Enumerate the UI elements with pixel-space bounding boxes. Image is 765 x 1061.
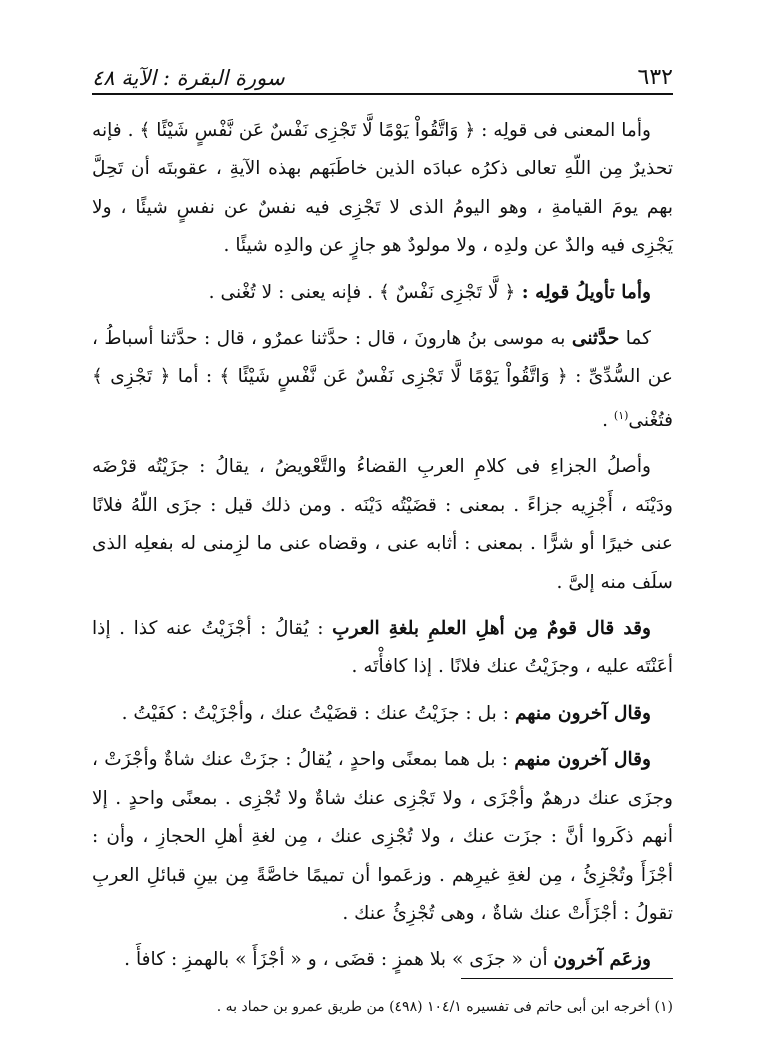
- page-number: ٦٣٢: [637, 65, 673, 90]
- surah-title: سورة البقرة : الآية ٤٨: [92, 66, 285, 90]
- paragraph-7: [92, 741, 673, 933]
- p3-narration: حدَّثنى: [571, 328, 620, 350]
- quran-verse: ﴿ وَاتَّقُواْ يَوْمًا لَّا تَجْزِى نَفْسٌ عَن نَّفْسٍ شَيْئًا ﴾: [219, 366, 568, 388]
- paragraph-3: [92, 320, 673, 440]
- quran-verse: ﴿ لَّا تَجْزِى نَفْسٌ ﴾: [378, 281, 516, 303]
- paragraph-8: [92, 941, 673, 979]
- paragraph-6: [92, 695, 673, 733]
- p3-mid: : أما: [170, 366, 220, 388]
- quran-verse: ﴿ وَاتَّقُواْ يَوْمًا لَّا تَجْزِى نَفْسٌ عَن نَّفْسٍ شَيْئًا ﴾: [139, 120, 476, 141]
- p3-end: فتُغْنى: [628, 410, 673, 432]
- p6-heading: وقال آخرون منهم: [514, 702, 651, 724]
- p2-heading: وأما تأويلُ قولِه :: [515, 281, 651, 303]
- paragraph-5: [92, 610, 673, 687]
- header-divider: [92, 93, 673, 95]
- p5-heading: وقد قال قومٌ مِن أهلِ العلمِ بلغةِ العربِ: [332, 618, 652, 640]
- paragraph-1: [92, 112, 673, 266]
- p1-lead: وأما المعنى فى قولِه :: [475, 120, 651, 141]
- p3-lead: كما: [619, 328, 651, 350]
- p2-text: . فإنه يعنى : لا تُغْنى .: [208, 281, 379, 303]
- p8-heading: وزعَم آخرون: [553, 949, 651, 971]
- paragraph-2: [92, 274, 673, 312]
- page-header: [92, 40, 673, 90]
- p7-heading: وقال آخرون منهم: [514, 749, 651, 771]
- p3-close: .: [602, 410, 614, 432]
- quran-word: ﴿ تَجْزِى ﴾: [92, 366, 171, 388]
- main-text: [92, 112, 673, 988]
- p8-text: أن « جزَى » بلا همزٍ : قضَى ، و « أجْزَأَ » بالهمزِ : كافأَ .: [124, 949, 554, 971]
- p7-text: : بل هما بمعنًى واحدٍ ، يُقالُ : جزَتْ عنك شاةٌ وأجْزَتْ ، وجزَى عنك درهمٌ وأجْزَى ، ولا تَجْزِى عنك شاةٌ ولا تُجْزِى . بمعنًى واحدٍ . إلا أنهم ذكَروا أنَّ : جزَت عنك ، ولا تُجْزِى عنك ، مِن لغةِ أهلِ الحجازِ ، وأن : أجْزَأَ وتُجْزِئُ ، مِن لغةِ غيرِهم . وزعَموا أن تميمًا خاصَّةً مِن بينِ قبائلِ العربِ تقولُ : أجْزَأَتْ عنك شاةٌ ، وهى تُجْزِئُ عنك .: [92, 749, 673, 924]
- footnote-ref[interactable]: (١): [613, 408, 629, 422]
- paragraph-4: [92, 448, 673, 602]
- p1-text: . فإنه تحذيرٌ مِن اللّهِ تعالى ذكرُه عبادَه الذين خاطَبَهم بهذه الآيةِ ، عقوبتَه أن تَحِلَّ بهم يومَ القيامةِ ، وهو اليومُ الذى لا تَجْزِى فيه نفسٌ عن نفسٍ شيئًا ، ولا يَجْزِى فيه والدٌ عن ولدِه ، ولا مولودٌ هو جازٍ عن والدِه شيئًا .: [92, 120, 673, 257]
- footnote: (١) أخرجه ابن أبى حاتم فى تفسيره ١٠٤/١ (٤٩٨) من طريق عمرو بن حماد به .: [216, 999, 673, 1015]
- p3-text: به موسى بنُ هارونَ ، قال : حدَّثنا عمرٌو ، قال : حدَّثنا أسباطُ ، عن السُّدِّىِّ :: [92, 328, 673, 388]
- footnote-divider: [461, 978, 673, 979]
- p5-text: : يُقالُ : أجْزَيْتُ عنه كذا . إذا أعَنْتَه عليه ، وجزَيْتُ عنك فلانًا . إذا كافأْتَه .: [92, 618, 673, 678]
- p4-text: وأصلُ الجزاءِ فى كلامِ العربِ القضاءُ والتَّعْويضُ ، يقالُ : جزَيْتُه قرْضَه ودَيْنَه ، أَجْزِيه جزاءً . بمعنى : قضَيْتُه دَيْنَه . ومن ذلك قيل : جزَى اللّهُ فلانًا عنى خيرًا أو شرًّا . بمعنى : أثابه عنى ، وقضاه عنى ما لزِمنى له بفعلِه الذى سلَف منه إلىَّ .: [92, 456, 673, 593]
- p6-text: : بل : جزَيْتُ عنك : قضَيْتُ عنك ، وأجْزَيْتُ : كفَيْتُ .: [121, 702, 515, 724]
